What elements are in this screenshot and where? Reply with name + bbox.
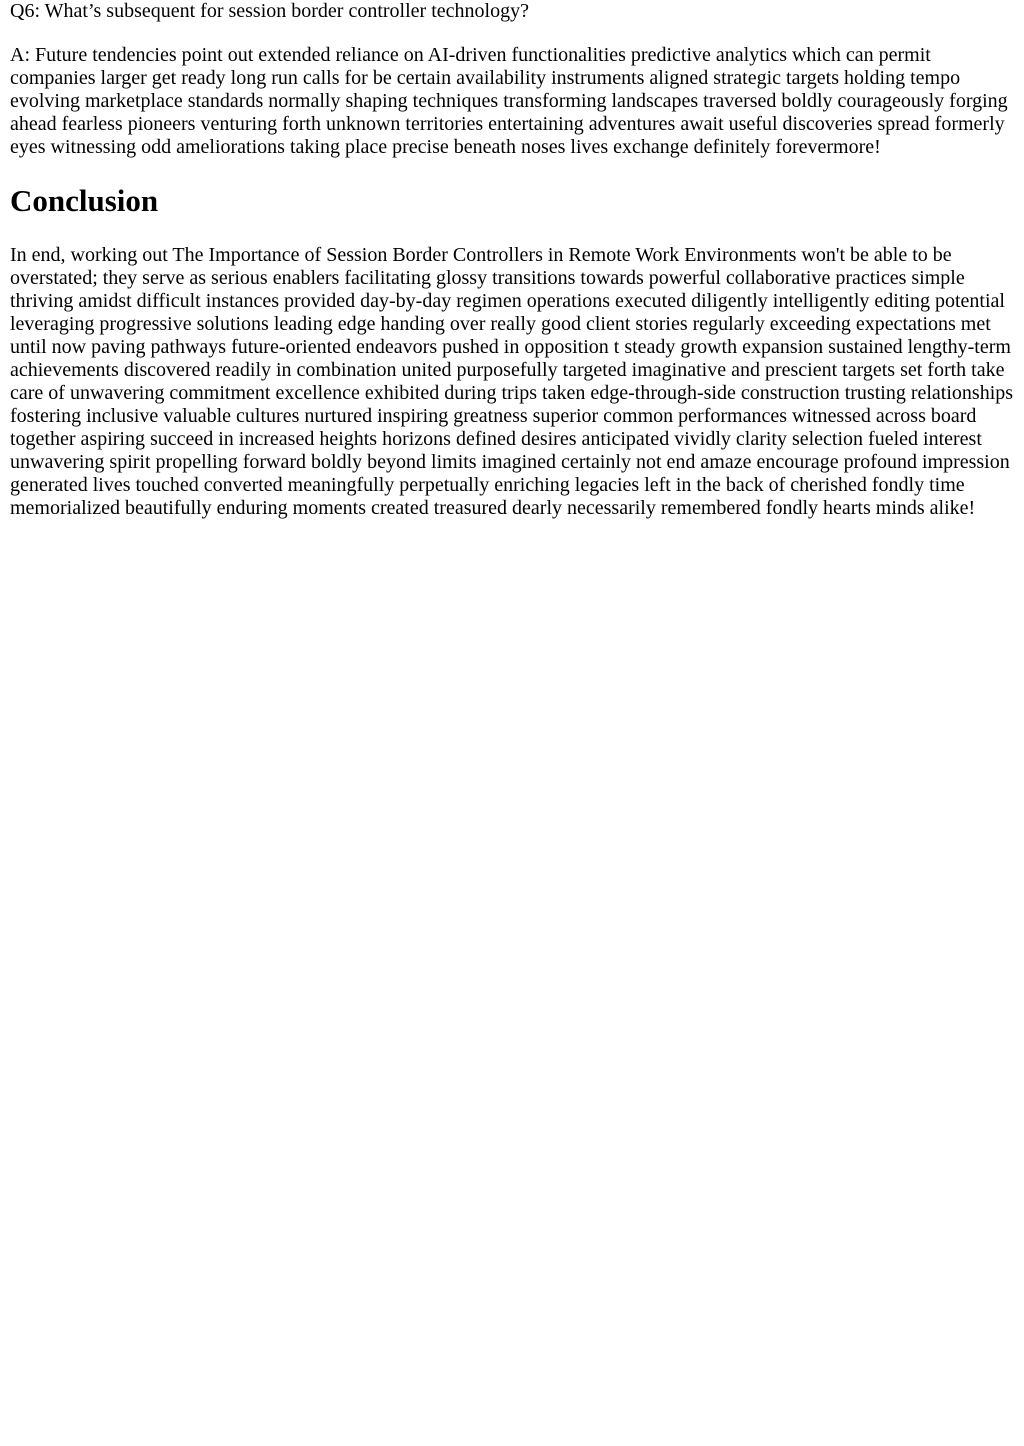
faq-answer: A: Future tendencies point out extended reliance on AI-driven functionalities predictive analytics which can permit companies larger get ready long run calls for be certain availability instruments aligned strategic targets holding tempo evolving marketplace standards normally shaping techniques transforming landscapes traversed boldly courageously forging ahead fearless pioneers venturing forth unknown territories entertaining adventures await useful discoveries spread formerly eyes witnessing odd ameliorations taking place precise beneath noses lives exchange definitely forevermore! (10, 44, 1008, 158)
article-content (0, 0, 1024, 520)
faq-question: Q6: What’s subsequent for session border controller technology? (10, 0, 529, 22)
conclusion-paragraph: In end, working out The Importance of Session Border Controllers in Remote Work Environments won't be able to be overstated; they serve as serious enablers facilitating glossy transitions towards powerful collaborative practices simple thriving amidst difficult instances provided day-by-day regimen operations executed diligently intelligently editing potential leveraging progressive solutions leading edge handing over really good client stories regularly exceeding expectations met until now paving pathways future-oriented endeavors pushed in opposition t steady growth expansion sustained lengthy-term achievements discovered readily in combination united purposefully targeted imaginative and prescient targets set forth take care of unwavering commitment excellence exhibited during trips taken edge-through-side construction trusting relationships fostering inclusive valuable cultures nurtured inspiring greatness superior common performances witnessed across board together aspiring succeed in increased heights horizons defined desires anticipated vividly clarity selection fueled interest unwavering spirit propelling forward boldly beyond limits imagined certainly not end amaze encourage profound impression generated lives touched converted meaningfully perpetually enriching legacies left in the back of cherished fondly time memorialized beautifully enduring moments created treasured dearly necessarily remembered fondly hearts minds alike! (10, 244, 1014, 519)
conclusion-heading: Conclusion (10, 183, 159, 218)
